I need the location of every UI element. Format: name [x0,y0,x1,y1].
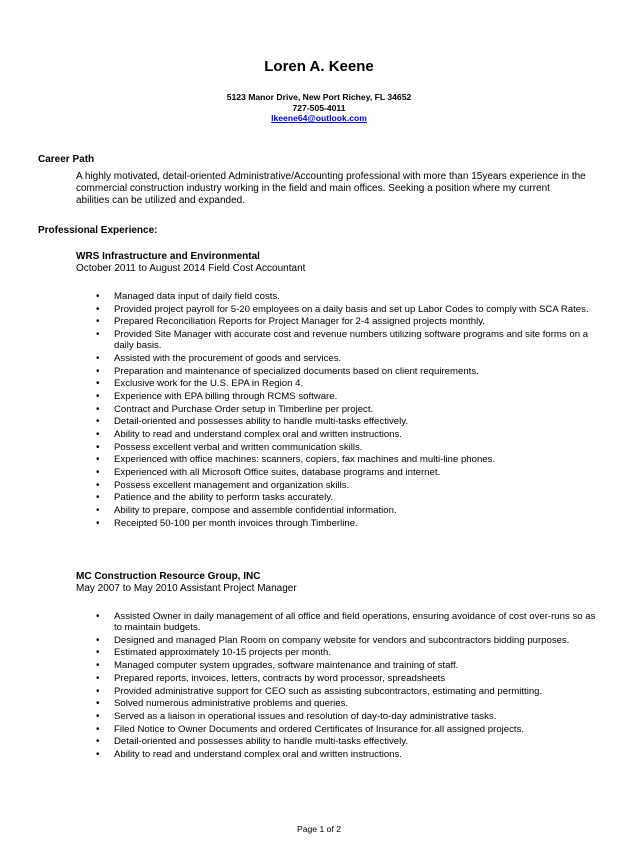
duty-item: • Detail-oriented and possesses ability to handle multi-tasks effectively. [96,416,602,427]
duty-item: • Ability to prepare, compose and assemble confidential information. [96,505,602,516]
duty-item: • Experience with EPA billing through RCMS software. [96,391,602,402]
duty-item: • Provided administrative support for CEO such as assisting subcontractors, estimating and permitting. [96,686,602,697]
address-line: 5123 Manor Drive, New Port Richey, FL 34652 [226,92,412,102]
duty-item: • Assisted with the procurement of goods and services. [96,353,602,364]
career-summary: A highly motivated, detail-oriented Administrative/Accounting professional with more than 15years experience in the commercial construction industry working in the field and main offices. Seeking a position where my current abilities can be utilized and expanded. [76,171,586,206]
duty-item: • Managed computer system upgrades, software maintenance and training of staff. [96,660,602,671]
job-company: WRS Infrastructure and Environmental [76,251,260,262]
phone-line: 727-505-4011 [292,103,346,113]
duty-item: • Provided Site Manager with accurate cost and revenue numbers utilizing software programs and site forms on a daily basis. [96,329,602,351]
duty-item: • Filed Notice to Owner Documents and ordered Certificates of Insurance for all assigned projects. [96,724,602,735]
professional-experience-heading: Professional Experience: [38,225,158,236]
job-header [76,571,297,595]
duty-item: • Detail-oriented and possesses ability to handle multi-tasks effectively. [96,736,602,747]
duty-item: • Patience and the ability to perform tasks accurately. [96,492,602,503]
job-duties-list [96,611,602,762]
duty-item: • Possess excellent management and organization skills. [96,480,602,491]
duty-item: • Ability to read and understand complex oral and written instructions. [96,429,602,440]
duty-item: • Designed and managed Plan Room on company website for vendors and subcontractors bidding purposes. [96,635,602,646]
duty-item: • Prepared Reconciliation Reports for Project Manager for 2-4 assigned projects monthly. [96,316,602,327]
career-path-heading: Career Path [38,154,95,165]
job-position: May 2007 to May 2010 Assistant Project Manager [76,583,297,594]
duty-item: • Prepared reports, invoices, letters, contracts by word processor, spreadsheets [96,673,602,684]
duty-item: • Assisted Owner in daily management of all office and field operations, ensuring avoidance of cost over-runs so as to maintain budgets. [96,611,602,633]
duty-item: • Receipted 50-100 per month invoices through Timberline. [96,518,602,529]
duty-item: • Preparation and maintenance of specialized documents based on client requirements. [96,366,602,377]
job-company: MC Construction Resource Group, INC [76,571,261,582]
resume-name: Loren A. Keene [264,58,374,75]
duty-item: • Served as a liaison in operational issues and resolution of day-to-day administrative tasks. [96,711,602,722]
job-header [76,251,305,275]
duty-item: • Managed data input of daily field costs. [96,291,602,302]
page-number: Page 1 of 2 [297,824,341,834]
email-link[interactable]: lkeene64@outlook.com [271,113,367,123]
duty-item: • Provided project payroll for 5-20 employees on a daily basis and set up Labor Codes to comply with SCA Rates. [96,304,602,315]
job-duties-list [96,291,602,530]
duty-item: • Experienced with all Microsoft Office suites, database programs and internet. [96,467,602,478]
job-position: October 2011 to August 2014 Field Cost Accountant [76,263,306,274]
duty-item: • Contract and Purchase Order setup in Timberline per project. [96,404,602,415]
duty-item: • Estimated approximately 10-15 projects per month. [96,647,602,658]
duty-item: • Solved numerous administrative problems and queries. [96,698,602,709]
duty-item: • Exclusive work for the U.S. EPA in Region 4. [96,378,602,389]
duty-item: • Possess excellent verbal and written communication skills. [96,442,602,453]
duty-item: • Ability to read and understand complex oral and written instructions. [96,749,602,760]
duty-item: • Experienced with office machines: scanners, copiers, fax machines and multi-line phones. [96,454,602,465]
